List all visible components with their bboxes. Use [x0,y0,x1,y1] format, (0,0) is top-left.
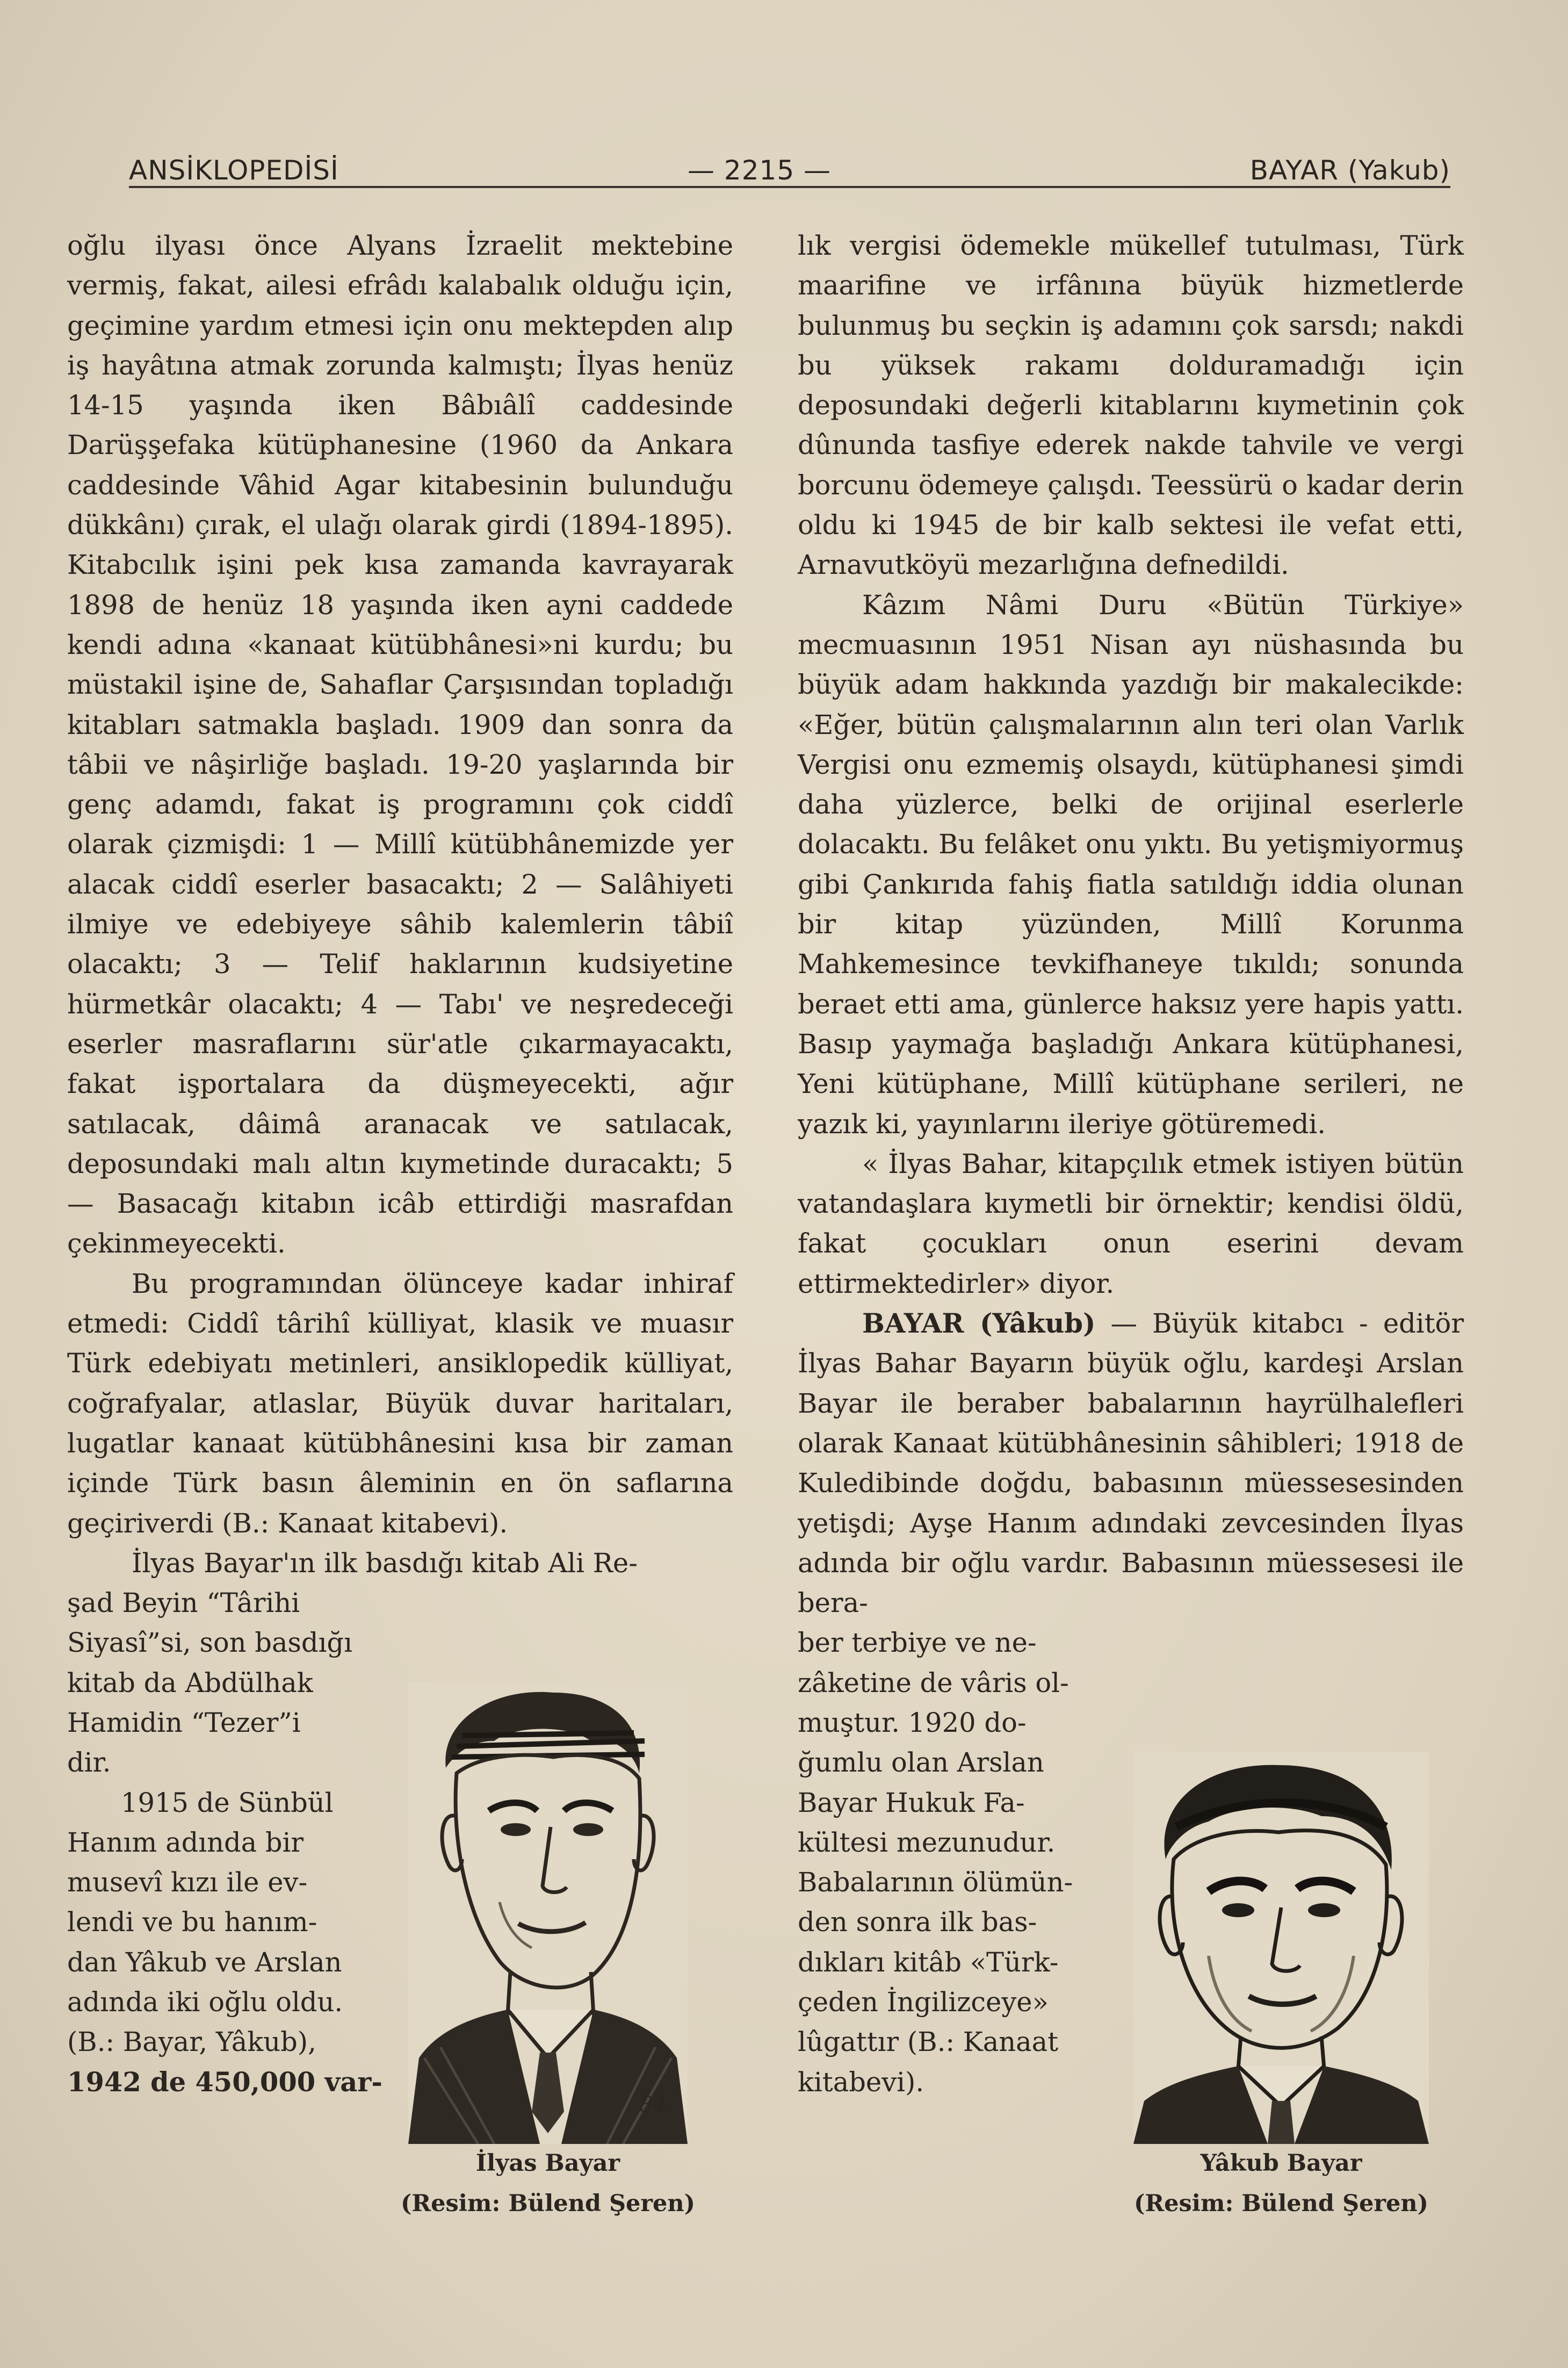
entry-headword: BAYAR (Yâkub) [862,1308,1096,1340]
text-line: musevî kızı ile ev- [67,1867,308,1898]
paragraph [798,1304,1464,1623]
text-line: den sonra ilk bas- [798,1906,1037,1938]
text-line: Hamidin “Tezer”i [67,1707,301,1738]
paragraph: « İlyas Bahar, kitapçılık etmek istiyen bütün vatandaşlara kıymetli bir örnektir; kendisi öldü, fakat çocukları onun eserini devam ettirmektedirler» diyor. [798,1148,1464,1299]
text-line: şad Beyin “Târihi [67,1587,300,1619]
text-line: dir. [67,1747,111,1779]
wrapped-text-block [798,1623,1109,2102]
artist-signature: 84 [639,2092,667,2117]
portrait-caption-name: İlyas Bayar [475,2150,620,2177]
text-line: kültesi mezunudur. [798,1826,1056,1858]
text-line: Babalarının ölümün- [798,1867,1073,1898]
text-line: lendi ve bu hanım- [67,1906,317,1938]
portrait-caption-credit: (Resim: Bülend Şeren) [1134,2190,1428,2217]
header-encyclopedia: ANSİKLOPEDİSİ [129,155,339,186]
text-line: (B.: Bayar, Yâkub), [67,2026,316,2058]
paragraph: İlyas Bayar'ın ilk basdığı kitab Ali Re- [132,1547,638,1579]
text-line: Siyasî”si, son basdığı [67,1627,352,1659]
paragraph: Kâzım Nâmi Duru «Bütün Türkiye» mecmuasının 1951 Nisan ayı nüshasında bu büyük adam hakkında yazdığı bir makalecikde: «Eğer, bütün çalışmalarının alın teri olan Varlık Vergisi onu ezmemiş olsaydı, kütüphanesi şimdi daha yüzlerce, belki de orijinal eserlerle dolacaktı. Bu felâket onu yıktı. Bu yetişmiyormuş gibi Çankırıda fahiş fiatla satıldığı iddia olunan bir kitap yüzünden, Millî Korunma Mahkemesince tevkifhaneye tıkıldı; sonunda beraet etti ama, günlerce haksız yere hapis yattı. Basıp yaymağa başladığı Ankara kütüphanesi, Yeni kütüphane, Millî kütüphane serileri, ne yazık ki, yayınlarını ileriye götüremedi. [798,589,1464,1140]
portrait-drawing [408,1682,688,2144]
running-header [129,145,1450,188]
text-line: muştur. 1920 do- [798,1707,1027,1738]
text-line: kitab da Abdülhak [67,1667,313,1698]
text-line: lûgattır (B.: Kanaat [798,2026,1059,2058]
header-rule [129,186,1450,188]
text-line: 1942 de 450,000 var- [67,2066,382,2098]
portrait-caption-credit: (Resim: Bülend Şeren) [401,2190,695,2217]
text-line: dan Yâkub ve Arslan [67,1946,342,1978]
text-line: Bayar Hukuk Fa- [798,1787,1025,1818]
portrait-drawing [1133,1752,1429,2144]
paragraph: Bu programından ölünceye kadar inhiraf etmedi: Ciddî târihî külliyat, klasik ve muasır Türk edebiyatı metinleri, ansiklopedik külliyat, coğrafyalar, atlaslar, Büyük duvar haritaları, lugatlar kanaat kütübhânesini kısa bir zaman içinde Türk basın âleminin en ön saflarına geçiriverdi (B.: Kanaat kitabevi). [67,1268,733,1539]
text-line: kitabevi). [798,2066,924,2098]
portrait-caption-name: Yâkub Bayar [1200,2150,1362,2177]
paragraph: oğlu ilyası önce Alyans İzraelit mektebine vermiş, fakat, ailesi efrâdı kalabalık olduğu için, geçimine yardım etmesi için onu mektepden alıp iş hayâtına atmak zorunda kalmıştı; İlyas henüz 14-15 yaşında iken Bâbıâlî caddesinde Darüşşefaka kütüphanesine (1960 da Ankara caddesinde Vâhid Agar kitabesinin bulunduğu dükkânı) çırak, el ulağı olarak girdi (1894-1895). Kitabcılık işini pek kısa zamanda kavrayarak 1898 de henüz 18 yaşında iken ayni caddede kendi adına «kanaat kütübhânesi»ni kurdu; bu müstakil işine de, Sahaflar Çarşısından topladığı kitabları satmakla başladı. 1909 dan sonra da tâbii ve nâşirliğe başladı. 19-20 yaşlarında bir genç adamdı, fakat iş programını çok ciddî olarak çizmişdi: 1 — Millî kütübhânemizde yer alacak ciddî eserler basacaktı; 2 — Salâhiyeti ilmiye ve edebiyeye sâhib kalemlerin tâbiî olacaktı; 3 — Telif haklarının kudsiyetine hürmetkâr olacaktı; 4 — Tabı' ve neşredeceği eserler masraflarını sür'atle çıkarmayacaktı, fakat işportalara da düşmeyecekti, ağır satılacak, dâimâ aranacak ve satılacak, deposundaki malı altın kıymetinde duracaktı; 5 — Basacağı kitabın icâb ettirdiği masrafdan çekinmeyecekti. [67,230,733,1259]
text-line: çeden İngilizceye» [798,1986,1049,2018]
text-line: ğumlu olan Arslan [798,1747,1044,1779]
text-line: zâketine de vâris ol- [798,1667,1069,1698]
portrait-ilyas-bayar [408,1682,688,2144]
entry-text: — Büyük kitabcı - editör İlyas Bahar Bayarın büyük oğlu, kardeşi Arslan Bayar ile beraber babalarının hayrülhalefleri olarak Kanaat kütübhânesinin sâhibleri; 1918 de Kuledibinde doğdu, babasının müessesesinden yetişdi; Ayşe Hanım adındaki zevcesinden İlyas adında bir oğlu vardır. Babasının müessesesi ile bera- [798,1308,1464,1619]
header-entry-title: BAYAR (Yakub) [1249,155,1450,186]
wrapped-text-block [67,1583,384,2102]
paragraph: lık vergisi ödemekle mükellef tutulması, Türk maarifine ve irfânına büyük hizmetlerde bulunmuş bu seçkin iş adamını çok sarsdı; nakdi bu yüksek rakamı dolduramadığı için deposundaki değerli kitablarını kıymetinin çok dûnunda tasfiye ederek nakde tahvile ve vergi borcunu ödemeye çalışdı. Teessürü o kadar derin oldu ki 1945 de bir kalb sektesi ile vefat etti, Arnavutköyü mezarlığına defnedildi. [798,230,1464,581]
text-line: adında iki oğlu oldu. [67,1986,343,2018]
portrait-yakub-bayar [1133,1752,1429,2144]
page-number: — 2215 — [688,155,832,186]
text-line: ber terbiye ve ne- [798,1627,1037,1659]
text-line: dıkları kitâb «Türk- [798,1946,1059,1978]
text-line: Hanım adında bir [67,1826,304,1858]
text-line: 1915 de Sünbül [121,1787,334,1818]
